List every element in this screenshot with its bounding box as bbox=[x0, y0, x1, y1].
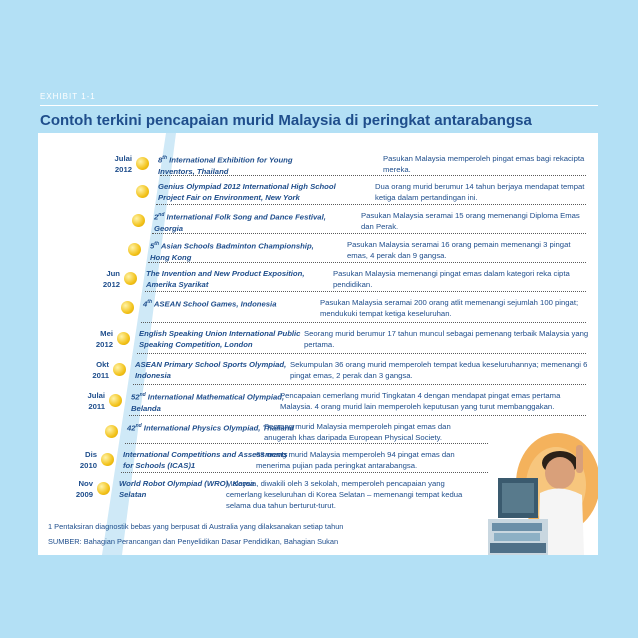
event-name: English Speaking Union International Public Speaking Competition, London bbox=[139, 329, 301, 349]
timeline-dot bbox=[121, 301, 134, 314]
student-photo bbox=[488, 423, 598, 555]
timeline-dot bbox=[124, 272, 137, 285]
event-date: Julai 2012 bbox=[114, 154, 132, 174]
event-description: Pasukan Malaysia seramai 15 orang memenangi Diploma Emas dan Perak. bbox=[361, 211, 580, 231]
event-name: 8th International Exhibition for Young Inventors, Thailand bbox=[158, 155, 293, 176]
event-name: 52nd International Mathematical Olympiad, Belanda bbox=[131, 392, 285, 413]
event-description: Pencapaian cemerlang murid Tingkatan 4 dengan mendapat pingat emas pertama Malaysia. 4 orang murid lain memperoleh keputusan yang turut membanggakan. bbox=[280, 391, 561, 411]
event-name: 4th ASEAN School Games, Indonesia bbox=[143, 299, 277, 309]
event-description: Pasukan Malaysia seramai 16 orang pemain memenangi 3 pingat emas, 4 perak dan 9 gangsa. bbox=[347, 240, 571, 260]
event-date: Julai 2011 bbox=[87, 391, 105, 411]
event-date: Dis 2010 bbox=[79, 450, 97, 470]
page-title: Contoh terkini pencapaian murid Malaysia di peringkat antarabangsa bbox=[40, 112, 532, 129]
timeline-dot bbox=[97, 482, 110, 495]
timeline-dot bbox=[101, 453, 114, 466]
event-name: 2nd International Folk Song and Dance Festival, Georgia bbox=[154, 212, 326, 233]
event-description: Seorang murid berumur 17 tahun muncul sebagai pemenang terbaik Malaysia yang pertama. bbox=[304, 329, 589, 349]
timeline-dot bbox=[136, 185, 149, 198]
footnote: 1 Pentaksiran diagnostik bebas yang berpusat di Australia yang dilaksanakan setiap tahun bbox=[48, 522, 344, 531]
row-separator bbox=[137, 353, 586, 354]
event-name: 5th Asian Schools Badminton Championship, Hong Kong bbox=[150, 241, 314, 262]
event-description: Pasukan Malaysia memenangi pingat emas dalam kategori reka cipta pendidikan. bbox=[333, 269, 570, 289]
row-separator bbox=[148, 262, 586, 263]
event-name: World Robot Olympiad (WRO), Korea Selatan bbox=[119, 479, 255, 499]
timeline-card bbox=[38, 133, 598, 555]
row-separator bbox=[156, 204, 586, 205]
timeline-dot bbox=[105, 425, 118, 438]
event-description: Pasukan Malaysia seramai 200 orang atlit memenangi sejumlah 100 pingat; mendukuki tempat ketiga keseluruhan. bbox=[320, 298, 579, 318]
event-description: Dua orang murid berumur 14 tahun berjaya mendapat tempat ketiga dalam pertandingan ini. bbox=[375, 182, 585, 202]
event-date: Jun 2012 bbox=[102, 269, 120, 289]
event-name: 42nd International Physics Olympiad, Thailand bbox=[127, 423, 295, 433]
row-separator bbox=[141, 322, 586, 323]
timeline-dot bbox=[109, 394, 122, 407]
event-description: Seorang murid Malaysia memperoleh pingat emas dan anugerah khas daripada European Physical Society. bbox=[264, 422, 451, 442]
event-name: The Invention and New Product Exposition, Amerika Syarikat bbox=[146, 269, 305, 289]
timeline-dot bbox=[113, 363, 126, 376]
event-date: Mei 2012 bbox=[95, 329, 113, 349]
row-separator bbox=[145, 291, 586, 292]
row-separator bbox=[129, 415, 586, 416]
timeline-dot bbox=[132, 214, 145, 227]
timeline-dot bbox=[136, 157, 149, 170]
event-date: Okt 2011 bbox=[92, 360, 109, 380]
timeline-dot bbox=[128, 243, 141, 256]
row-separator bbox=[152, 233, 586, 234]
event-date: Nov 2009 bbox=[75, 479, 93, 499]
header-rule bbox=[40, 105, 598, 106]
event-description: Pasukan Malaysia memperoleh pingat emas bagi rekacipta mereka. bbox=[383, 154, 585, 174]
event-name: International Competitions and Assessments for Schools (ICAS)1 bbox=[123, 450, 288, 470]
source-note: SUMBER: Bahagian Perancangan dan Penyelidikan Dasar Pendidikan, Bahagian Sukan bbox=[48, 537, 339, 546]
timeline-dot bbox=[117, 332, 130, 345]
event-name: Genius Olympiad 2012 International High School Project Fair on Environment, New York bbox=[158, 182, 336, 202]
event-name: ASEAN Primary School Sports Olympiad, Indonesia bbox=[135, 360, 287, 380]
event-description: Sekumpulan 36 orang murid memperoleh tempat kedua keseluruhannya; memenangi 6 pingat emas, 2 perak dan 3 gangsa. bbox=[290, 360, 588, 380]
row-separator bbox=[160, 175, 586, 176]
exhibit-label: EXHIBIT 1-1 bbox=[40, 92, 96, 101]
row-separator bbox=[133, 384, 586, 385]
event-description: 68 orang murid Malaysia memperoleh 94 pingat emas dan menerima pujian pada peringkat antarabangsa. bbox=[256, 450, 455, 470]
event-description: Malaysia, diwakili oleh 3 sekolah, memperoleh pencapaian yang cemerlang keseluruhan di Korea Selatan – memenangi tempat kedua selama dua tahun berturut-turut. bbox=[226, 479, 463, 510]
